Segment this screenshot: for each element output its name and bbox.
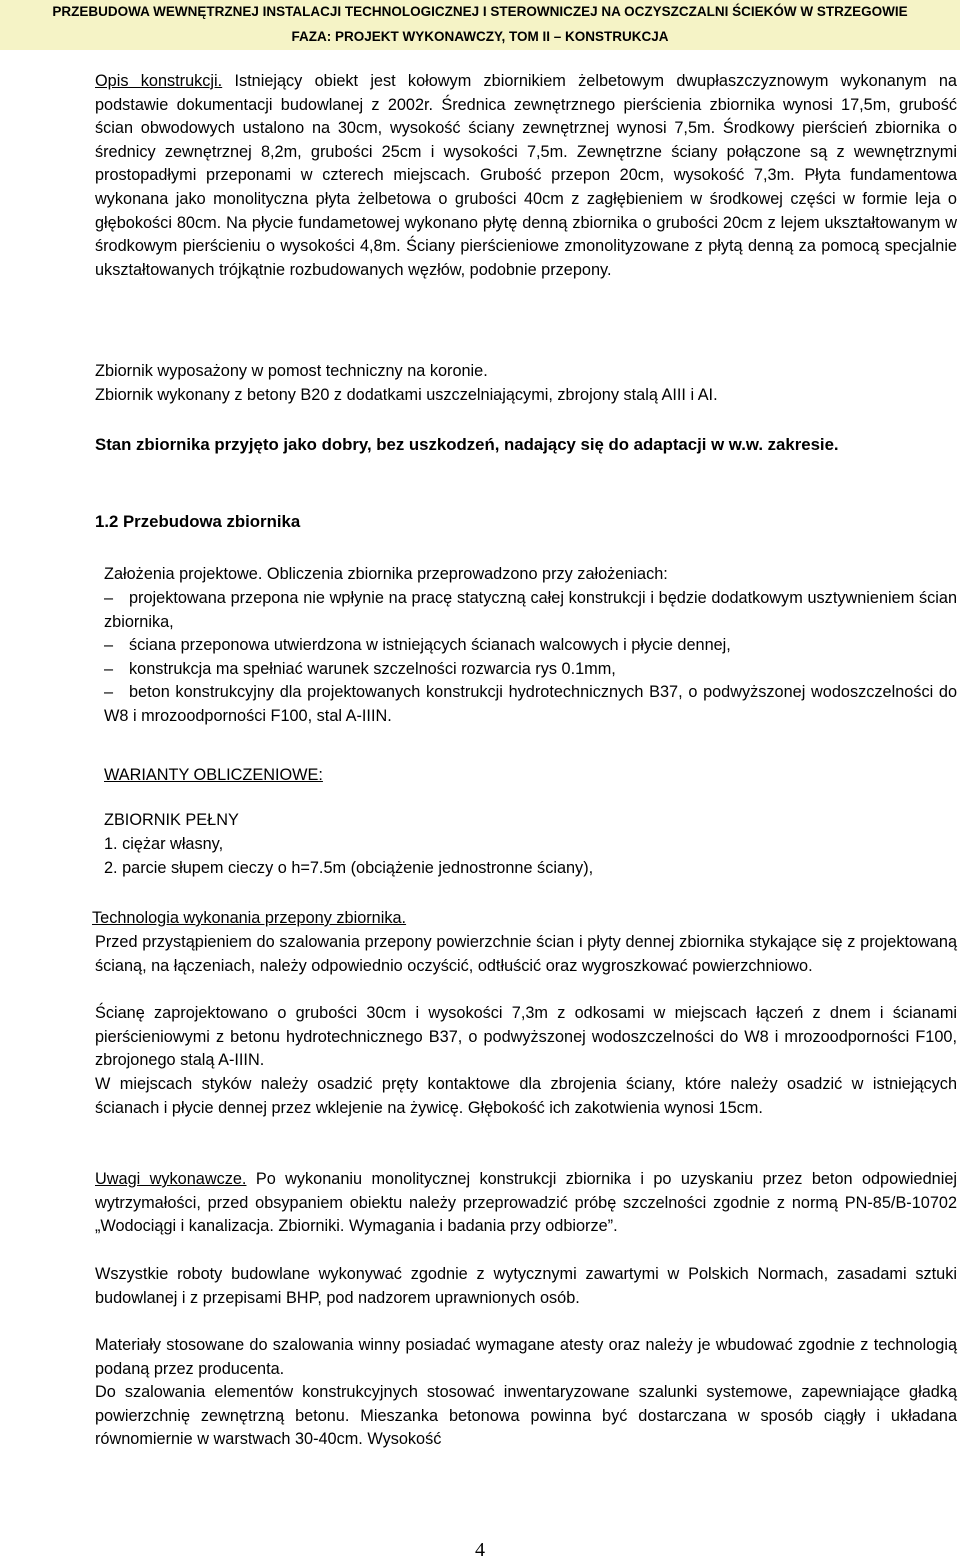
list-item: – beton konstrukcyjny dla projektowanych konstrukcji hydrotechnicznych B37, o podwyższonej wodoszczelności do W8 i mrozoodporności F100, stal A-IIIN.	[104, 683, 957, 725]
warianty-subtitle: ZBIORNIK PEŁNY	[104, 811, 239, 829]
dash-bullet: –	[104, 659, 114, 678]
technologia-title: Technologia wykonania przepony zbiornika.	[92, 909, 407, 927]
dash-bullet: –	[104, 683, 114, 702]
dash-bullet: –	[104, 636, 114, 655]
list-item: – projektowana przepona nie wpłynie na pracę statyczną całej konstrukcji i będzie dodatkowym usztywnieniem ścian zbiornika,	[104, 589, 957, 631]
technologia-p1: Przed przystąpieniem do szalowania przepony powierzchnie ścian i płyty dennej zbiornika stykające się z projektowaną ścianą, na łączeniach, należy odpowiednio oczyścić, odtłuścić oraz wygroszkować powierzchniowo.	[95, 933, 957, 975]
opis-label: Opis konstrukcji.	[95, 72, 223, 90]
header-project-title: PRZEBUDOWA WEWNĘTRZNEJ INSTALACJI TECHNOLOGICZNEJ I STEROWNICZEJ NA OCZYSZCZALNI ŚCIEKÓW W STRZEGOWIE	[52, 4, 908, 19]
warianty-item: 1. ciężar własny,	[104, 835, 224, 853]
opis-line-beton: Zbiornik wykonany z betony B20 z dodatkami uszczelniającymi, zbrojony stalą AIII i AI.	[95, 386, 718, 404]
zalozenia-intro: Założenia projektowe. Obliczenia zbiornika przeprowadzono przy założeniach:	[104, 565, 668, 583]
uwagi-p4: Do szalowania elementów konstrukcyjnych stosować inwentaryzowane szalunki systemowe, zapewniające gładką powierzchnię zewnętrzną betonu. Mieszanka betonowa powinna być dostarczana w sposób ciągły i układana równomiernie w warstwach 30-40cm. Wysokość	[95, 1383, 957, 1449]
opis-line-pomost: Zbiornik wyposażony w pomost techniczny na koronie.	[95, 362, 488, 380]
opis-paragraph	[95, 70, 957, 282]
uwagi-label: Uwagi wykonawcze.	[95, 1170, 247, 1188]
section-title: 1.2 Przebudowa zbiornika	[95, 512, 301, 531]
document-header	[0, 0, 960, 50]
technologia-p3: W miejscach styków należy osadzić pręty kontaktowe dla zbrojenia ściany, które należy osadzić w istniejących ścianach i płycie dennej przez wklejenie na żywicę. Głębokość ich zakotwienia wynosi 15cm.	[95, 1075, 957, 1117]
uwagi-p3: Materiały stosowane do szalowania winny posiadać wymagane atesty oraz należy je wbudować zgodnie z technologią podaną przez producenta.	[95, 1336, 957, 1378]
warianty-title: WARIANTY OBLICZENIOWE:	[104, 766, 323, 784]
uwagi-p1: Uwagi wykonawcze. Po wykonaniu monolitycznej konstrukcji zbiornika i po uzyskaniu przez beton odpowiedniej wytrzymałości, przed obsypaniem obiektu należy przeprowadzić próbę szczelności zgodnie z normą PN-85/B-10702 „Wodociągi i kanalizacja. Zbiorniki. Wymagania i badania przy odbiorze”.	[95, 1170, 957, 1236]
warianty-item: 2. parcie słupem cieczy o h=7.5m (obciążenie jednostronne ściany),	[104, 859, 594, 877]
header-phase: FAZA: PROJEKT WYKONAWCZY, TOM II – KONSTRUKCJA	[291, 29, 669, 44]
page-number: 4	[475, 1539, 485, 1561]
stan-statement: Stan zbiornika przyjęto jako dobry, bez uszkodzeń, nadający się do adaptacji w w.w. zakresie.	[95, 435, 839, 454]
uwagi-p2: Wszystkie roboty budowlane wykonywać zgodnie z wytycznymi zawartymi w Polskich Normach, zasadami sztuki budowlanej i z przepisami BHP, pod nadzorem uprawnionych osób.	[95, 1265, 957, 1307]
zalozenia-list	[104, 587, 957, 729]
list-item: – ściana przeponowa utwierdzona w istniejących ścianach walcowych i płycie dennej,	[104, 634, 957, 658]
technologia-p2: Ścianę zaprojektowano o grubości 30cm i wysokości 7,3m z odkosami w miejscach łączeń z dnem i ścianami pierścieniowymi z betonu hydrotechnicznego B37, o podwyższonej wodoszczelności do W8 i mrozoodporności F100, zbrojonego stalą A-IIIN.	[95, 1004, 957, 1070]
dash-bullet: –	[104, 589, 114, 607]
list-item: – konstrukcja ma spełniać warunek szczelności rozwarcia rys 0.1mm,	[104, 658, 957, 682]
opis-text: Istniejący obiekt jest kołowym zbiornikiem żelbetowym dwupłaszczyznowym wykonanym na podstawie dokumentacji budowlanej z 2002r. Średnica zewnętrznego pierścienia zbiornika wynosi 17,5m, grubość ścian obwodowych ustalono na 30cm, wysokość ściany zewnętrznej wynosi 7,5m. Środkowy pierścień zbiornika o średnicy zewnętrznej 8,2m, grubości 25cm i wysokości 7,5m. Zewnętrzne ściany połączone są z wewnętrznymi prostopadłymi przeponami w czterech miejscach. Grubość przepon 20cm, wysokość 7,3m. Płyta fundamentowa wykonana jako monolityczna płyta żelbetowa o grubości 40cm z zagłębieniem w środkowej części w formie leja o głębokości 80cm. Na płycie fundametowej wykonano płytę denną zbiornika o grubości 20cm z lejem ukształtowanym w środkowym pierścieniu o wysokości 4,8m. Ściany pierścieniowe zmonolityzowane z płytą denną za pomocą specjalnie ukształtowanych trójkątnie rozbudowanych węzłów, podobnie przepony.	[95, 72, 957, 279]
